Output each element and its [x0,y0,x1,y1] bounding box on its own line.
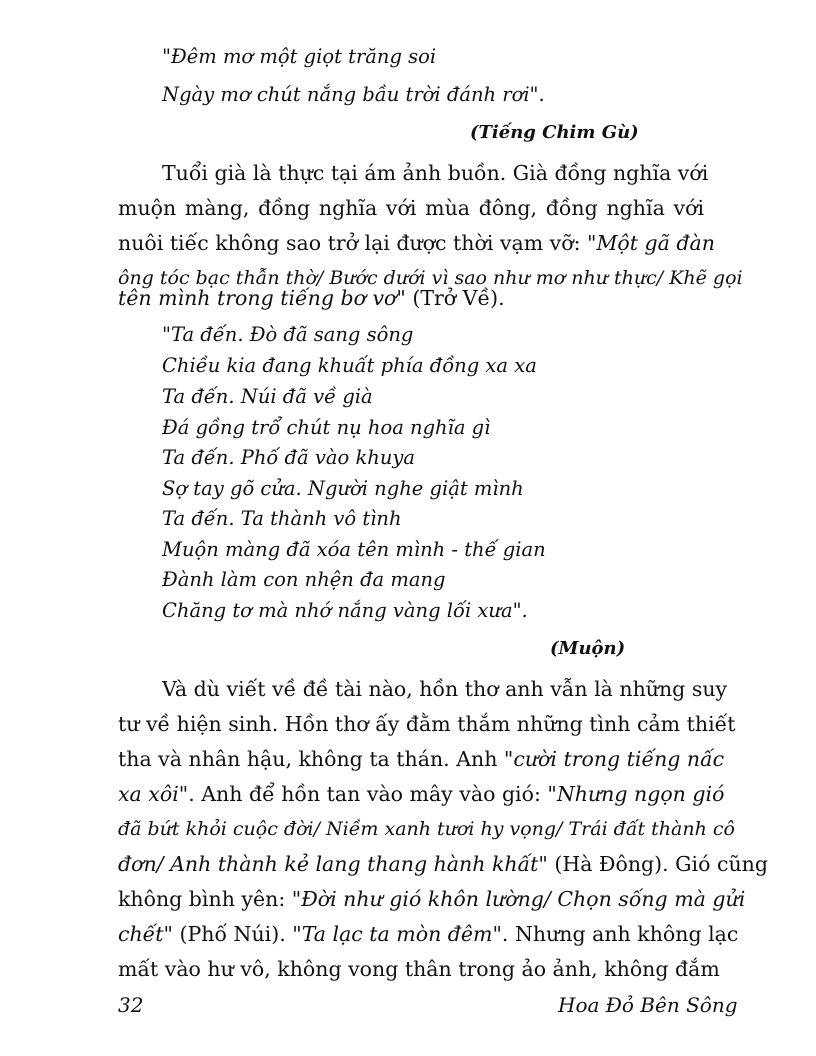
prose-line [118,744,725,774]
prose-text: Và dù viết về đề tài nào, hồn thơ anh vẫn là những suy [162,677,728,701]
verse-line: Ta đến. Phố đã vào khuya [162,446,416,469]
prose-line [118,228,715,258]
verse-line: Muộn màng đã xóa tên mình - thế gian [162,538,546,561]
quote-text: xa xôi" [118,782,189,806]
prose-line [118,954,720,984]
prose-line [162,158,709,188]
verse-line: "Ta đến. Đò đã sang sông [162,323,414,346]
prose-line [118,814,735,844]
prose-line [118,884,746,914]
verse-line: Sợ tay gõ cửa. Người nghe giật mình [162,477,524,500]
prose-text: tha và nhân hậu, không ta thán. Anh [118,747,504,771]
prose-text: muộn màng, đồng nghĩa với mùa đông, đồng nghĩa với [118,196,704,220]
prose-text: " (Trở Về). [396,286,505,310]
quote-text: ông tóc bạc thẫn thờ/ Bước dưới vì sao như mơ như thực/ Khẽ gọi [118,267,743,289]
verse-line: Đá gồng trổ chút nụ hoa nghĩa gì [162,416,491,439]
prose-text: nuôi tiếc không sao trở lại được thời vạm vỡ: [118,231,588,255]
quote-text: đơn/ Anh thành kẻ lang thang hành khất [118,852,539,876]
prose-text: " (Phố Núi). [163,922,293,946]
prose-line [118,709,736,739]
page-number: 32 [118,993,144,1017]
quote-text: "cười trong tiếng nấc [503,747,725,771]
verse-line: Chiều kia đang khuất phía đồng xa xa [162,354,537,377]
verse-line: Ngày mơ chút nắng bầu trời đánh rơi". [162,83,545,106]
quote-text: "Ta lạc ta mòn đêm" [292,922,502,946]
poem-source: (Tiếng Chim Gù) [470,122,639,143]
prose-line [118,779,725,809]
prose-line [118,849,768,879]
prose-text: Tuổi già là thực tại ám ảnh buồn. Già đồng nghĩa với [162,161,709,185]
verse-line: Ta đến. Núi đã về già [162,385,373,408]
prose-text: mất vào hư vô, không vong thân trong ảo ảnh, không đắm [118,957,720,981]
quote-text: "Một gã đàn [587,231,715,255]
verse-line: "Đêm mơ một giọt trăng soi [162,45,437,68]
prose-line [118,283,505,313]
prose-text: " (Hà Đông). Gió cũng [538,852,768,876]
book-title: Hoa Đỏ Bên Sông [558,993,738,1017]
quote-text: tên mình trong tiếng bơ vơ [118,286,397,310]
quote-text: đã bứt khỏi cuộc đời/ Niềm xanh tươi hy vọng/ Trái đất thành cô [118,818,735,840]
quote-text: Đời như gió khôn lường/ Chọn sống mà gửi [301,887,746,911]
verse-line: Chăng tơ mà nhớ nắng vàng lối xưa". [162,599,528,622]
verse-line: Đành làm con nhện đa mang [162,568,446,591]
prose-line [118,193,704,223]
prose-text: tư về hiện sinh. Hồn thơ ấy đằm thắm những tình cảm thiết [118,712,736,736]
quote-text: "Nhưng ngọn gió [547,782,725,806]
prose-line [118,919,739,949]
prose-text: . Anh để hồn tan vào mây vào gió: [188,782,548,806]
prose-text: không bình yên: " [118,887,302,911]
poem-source: (Muộn) [550,638,626,659]
prose-line [162,674,728,704]
prose-text: . Nhưng anh không lạc [501,922,739,946]
quote-text: chết [118,922,164,946]
verse-line: Ta đến. Ta thành vô tình [162,507,402,530]
